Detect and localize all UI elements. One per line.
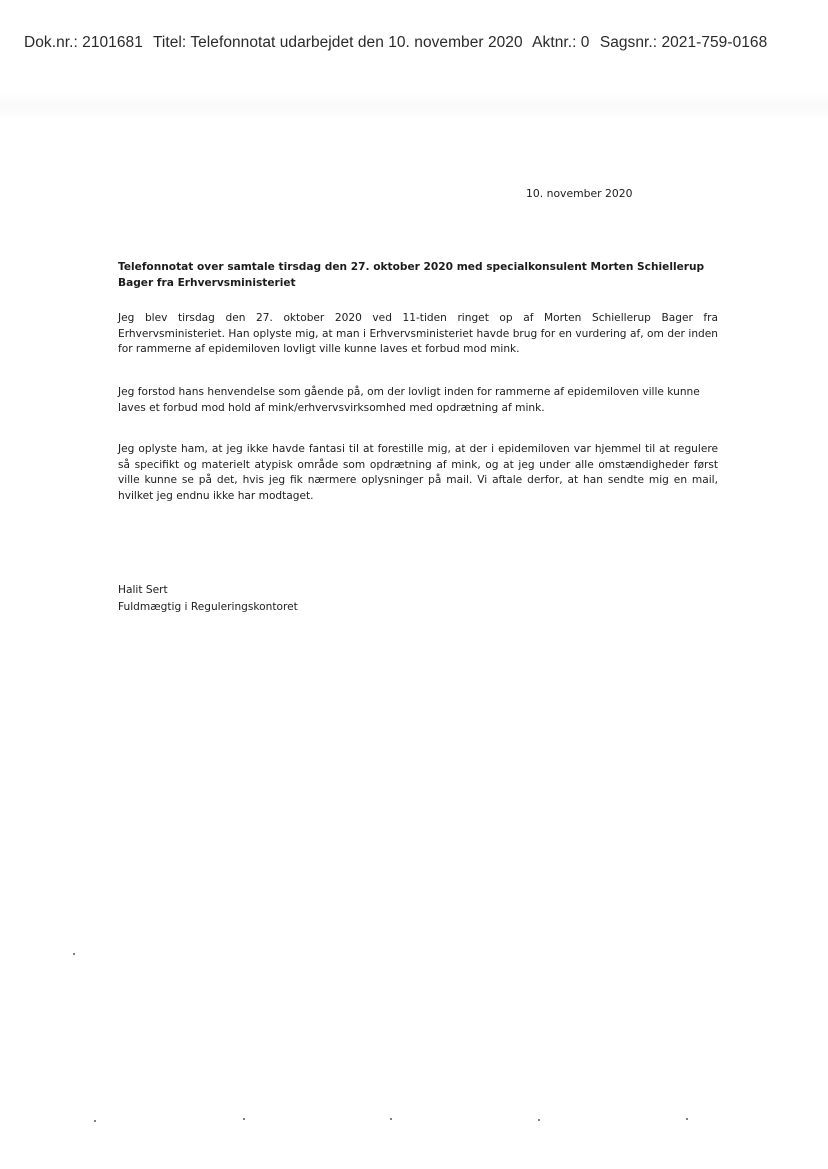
document-header [24,34,814,52]
scan-speck [94,1120,96,1122]
letter-title-line-1: Telefonnotat over samtale tirsdag den 27. oktober 2020 med specialkonsulent Morten Schiellerup [118,261,705,273]
document-number: Dok.nr.: 2101681 [24,34,143,51]
signature-name: Halit Sert [118,584,168,596]
scan-speck [390,1118,392,1120]
paragraph-1: Jeg blev tirsdag den 27. oktober 2020 ved 11-tiden ringet op af Morten Schiellerup Bager fra Erhvervsministeriet. Han oplyste mig, at man i Erhvervsministeriet havde brug for en vurdering af, om der inden for rammerne af epidemiloven lovligt ville kunne laves et forbud mod mink. [118,312,718,355]
letter-title-line-2: Bager fra Erhvervsministeriet [118,276,296,289]
scan-speck [243,1118,245,1120]
act-number: Aktnr.: 0 [532,34,590,51]
signature-block [118,582,718,616]
paragraph-2: Jeg forstod hans henvendelse som gående på, om der lovligt inden for rammerne af epidemiloven ville kunne laves et forbud mod hold af mink/erhvervsvirksomhed med opdrætning af mink. [118,386,700,414]
signature-role: Fuldmægtig i Reguleringskontoret [118,601,298,613]
document-title: Titel: Telefonnotat udarbejdet den 10. november 2020 [152,34,523,51]
scan-speck [73,953,75,955]
case-number: Sagsnr.: 2021-759-0168 [599,34,768,51]
scan-speck [538,1119,540,1121]
letter-date: 10. november 2020 [526,187,633,200]
letter-title [118,260,718,291]
scan-artifact-band [0,92,828,120]
scan-speck [686,1118,688,1120]
paragraph-3: Jeg oplyste ham, at jeg ikke havde fantasi til at forestille mig, at der i epidemiloven var hjemmel til at regulere så specifikt og materielt atypisk område som opdrætning af mink, og at jeg under alle omstændigheder først ville kunne se på det, hvis jeg fik nærmere oplysninger på mail. Vi aftale derfor, at han sendte mig en mail, hvilket jeg endnu ikke har modtaget. [118,443,718,502]
